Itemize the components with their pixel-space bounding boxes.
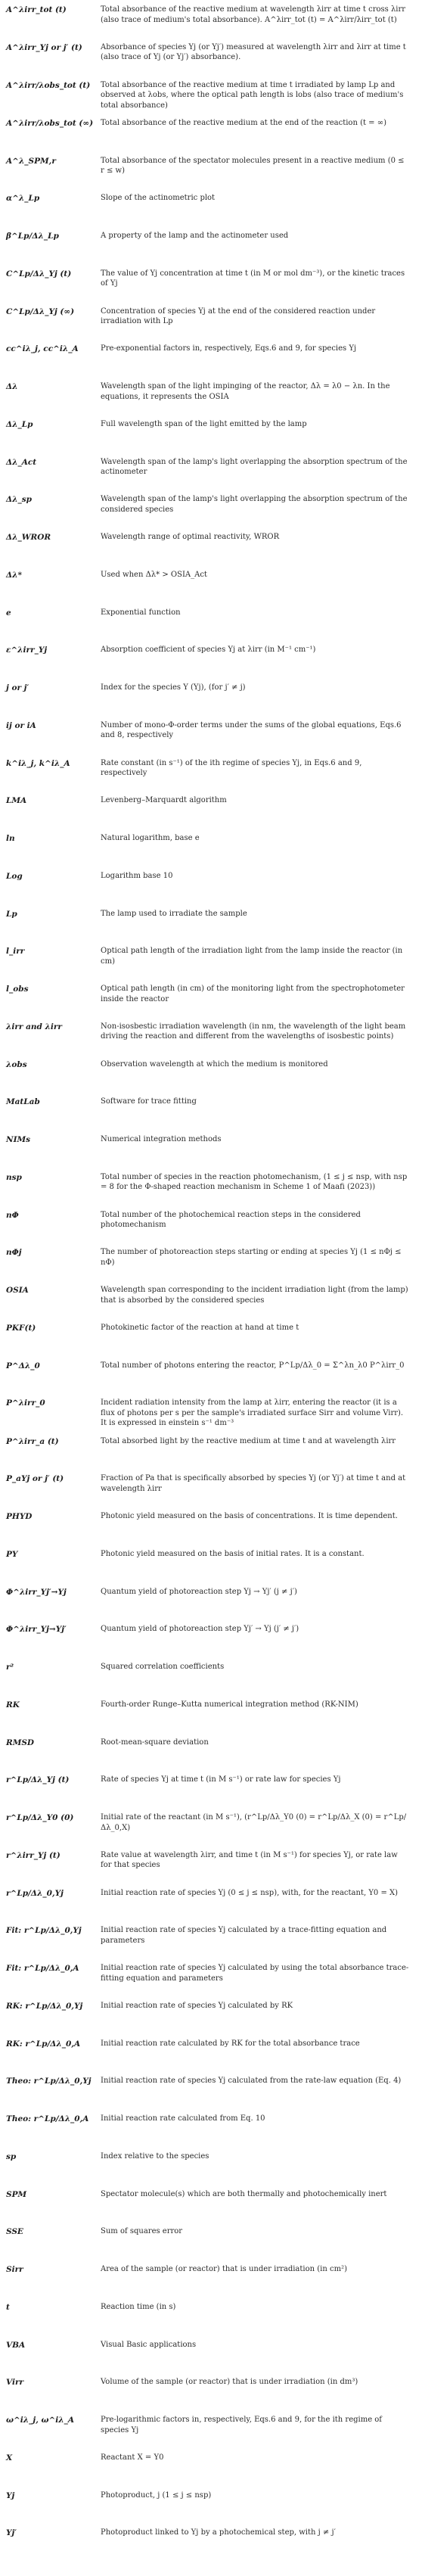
entry-term: X (6, 2453, 13, 2462)
entry-definition: Incident radiation intensity from the lamp at λirr, entering the reactor (it is a flux of photons per s per the sample's irradiated surface Sirr and volume Virr). It is expressed in einstein s⁻¹ dm⁻³ (101, 1398, 404, 1428)
entry-term: Fit: r^Lp/Δλ_0,A (6, 1964, 79, 1973)
nomenclature-entry (6, 156, 410, 194)
entry-definition: Wavelength span corresponding to the incident irradiation light (from the lamp) that is absorbed by the considered species (101, 1286, 408, 1305)
nomenclature-entry (6, 269, 410, 306)
nomenclature-entry (6, 1624, 410, 1662)
entry-term: Δλ_sp (6, 495, 33, 505)
entry-term: Δλ_WROR (6, 533, 51, 542)
entry-term: A^λirr/λobs_tot (t) (6, 80, 91, 90)
entry-definition: Absorbance of species Yj (or Yj′) measured at wavelength λirr and λirr at time t (also trace of Yj (or Yj′) absorbance). (101, 42, 406, 62)
entry-definition: Initial reaction rate of species Yj calculated by using the total absorbance trace-fitting equation and parameters (101, 1964, 409, 1983)
nomenclature-entry (6, 419, 410, 457)
nomenclature-entry (6, 1059, 410, 1097)
nomenclature-entry (6, 608, 410, 646)
nomenclature-entry (6, 1473, 410, 1511)
nomenclature-entry (6, 2189, 410, 2227)
entry-term: RK (6, 1700, 20, 1710)
entry-definition: Initial reaction rate of species Yj (0 ≤ j ≤ nsp), with, for the reactant, Y0 = X) (101, 1888, 399, 1897)
entry-definition: Initial reaction rate of species Yj calculated by RK (101, 2001, 293, 2010)
entry-definition: Initial rate of the reactant (in M s⁻¹), (r^Lp/Δλ_Y0 (0) = r^Lp/Δλ_X (0) = r^Lp/Δλ_0,X) (101, 1813, 407, 1832)
entry-definition: Numerical integration methods (101, 1135, 222, 1143)
entry-definition: Reactant X = Y0 (101, 2453, 164, 2462)
entry-definition: Levenberg–Marquardt algorithm (101, 796, 227, 805)
nomenclature-entry (6, 946, 410, 984)
nomenclature-entry (6, 1022, 410, 1059)
entry-term: NIMs (6, 1135, 31, 1144)
entry-definition: The value of Yj concentration at time t (in M or mol dm⁻³), or the kinetic traces of Yj (101, 269, 405, 288)
entry-definition: Observation wavelength at which the medium is monitored (101, 1059, 328, 1069)
entry-term: Theo: r^Lp/Δλ_0,Yj (6, 2077, 92, 2086)
entry-definition: Index for the species Y (Yj), (for j′ ≠ j) (101, 683, 246, 692)
entry-definition: The number of photoreaction steps starting or ending at species Yj (1 ≤ nΦj ≤ nΦ) (101, 1248, 402, 1267)
entry-definition: Photonic yield measured on the basis of initial rates. It is a constant. (101, 1549, 365, 1558)
nomenclature-entry (6, 1210, 410, 1248)
nomenclature-entry (6, 1361, 410, 1398)
entry-definition: The lamp used to irradiate the sample (101, 909, 247, 918)
nomenclature-entry (6, 2114, 410, 2151)
nomenclature-entry (6, 532, 410, 570)
nomenclature-entry (6, 457, 410, 495)
nomenclature-entry (6, 2076, 410, 2114)
entry-term: LMA (6, 796, 27, 806)
entry-definition: Total number of the photochemical reaction steps in the considered photomechanism (101, 1210, 361, 1229)
entry-definition: Root-mean-square deviation (101, 1738, 209, 1747)
entry-definition: Concentration of species Yj at the end of the considered reaction under irradiation with Lp (101, 306, 376, 325)
entry-term: λirr and λirr (6, 1022, 62, 1031)
nomenclature-entry (6, 645, 410, 683)
nomenclature-entry (6, 909, 410, 947)
nomenclature-entry (6, 42, 410, 80)
entry-definition: Quantum yield of photoreaction step Yj → Yj′ (j ≠ j′) (101, 1587, 297, 1596)
nomenclature-entry (6, 1850, 410, 1888)
entry-term: r^λirr_Yj (t) (6, 1850, 61, 1860)
nomenclature-entry (6, 758, 410, 796)
entry-term: SPM (6, 2189, 27, 2199)
entry-definition: Area of the sample (or reactor) that is under irradiation (in cm²) (101, 2265, 347, 2273)
entry-term: C^Lp/Δλ_Yj (t) (6, 269, 72, 278)
entry-definition: Initial reaction rate calculated from Eq. 10 (101, 2114, 265, 2123)
nomenclature-entry (6, 984, 410, 1022)
entry-definition: Wavelength span of the lamp's light overlapping the absorption spectrum of the considered species (101, 495, 408, 514)
entry-term: Δλ* (6, 570, 22, 580)
entry-definition: Logarithm base 10 (101, 871, 173, 880)
entry-definition: Initial reaction rate of species Yj calculated by a trace-fitting equation and parameters (101, 1926, 387, 1945)
nomenclature-entry (6, 795, 410, 833)
nomenclature-entry (6, 2151, 410, 2189)
entry-definition: Number of mono-Φ-order terms under the sums of the global equations, Eqs.6 and 8, respectively (101, 720, 402, 740)
nomenclature-entry (6, 1963, 410, 2001)
entry-definition: Optical path length (in cm) of the monitoring light from the spectrophotometer inside the reactor (101, 985, 405, 1003)
entry-term: l_irr (6, 947, 25, 957)
nomenclature-entry (6, 1436, 410, 1474)
nomenclature-entry (6, 1247, 410, 1285)
nomenclature-entry (6, 2490, 410, 2528)
entry-term: l_obs (6, 985, 29, 994)
entry-term: r^Lp/Δλ_Yj (t) (6, 1775, 70, 1785)
entry-term: r^Lp/Δλ_0,Yj (6, 1888, 64, 1898)
entry-definition: Slope of the actinometric plot (101, 194, 216, 203)
nomenclature-entry (6, 494, 410, 532)
entry-term: ln (6, 834, 15, 843)
entry-definition: Squared correlation coefficients (101, 1663, 225, 1671)
entry-term: RK: r^Lp/Δλ_0,A (6, 2039, 81, 2049)
nomenclature-entry (6, 2302, 410, 2340)
nomenclature-entry (6, 1097, 410, 1134)
nomenclature-entry (6, 1700, 410, 1738)
entry-definition: Full wavelength span of the light emitted by the lamp (101, 419, 307, 428)
entry-term: PY (6, 1549, 18, 1559)
entry-definition: Pre-logarithmic factors in, respectively, Eqs.6 and 9, for the ith regime of species Yj (101, 2416, 383, 2434)
nomenclature-entry (6, 2415, 410, 2453)
entry-definition: Photoproduct linked to Yj by a photochemical step, with j ≠ j′ (101, 2528, 336, 2537)
entry-term: P^λirr_0 (6, 1398, 45, 1408)
nomenclature-entry (6, 80, 410, 118)
entry-definition: Wavelength span of the light impinging of the reactor, Δλ = λ0 − λn. In the equations, it represents the OSIA (101, 382, 390, 401)
entry-definition: Total absorbance of the reactive medium at time t irradiated by lamp Lp and observed at λobs, where the optical path length is lobs (also trace of medium's total absorbance) (101, 80, 404, 110)
entry-term: Lp (6, 909, 17, 919)
nomenclature-entry (6, 2340, 410, 2378)
entry-term: PHYD (6, 1512, 33, 1521)
entry-definition: Rate constant (in s⁻¹) of the ith regime of species Yj, in Eqs.6 and 9, respectively (101, 758, 362, 777)
entry-definition: Natural logarithm, base e (101, 834, 200, 842)
entry-term: λobs (6, 1059, 27, 1069)
entry-term: e (6, 608, 11, 618)
entry-term: Yj (6, 2490, 15, 2500)
nomenclature-entry (6, 2453, 410, 2490)
nomenclature-entry (6, 1398, 410, 1436)
entry-term: MatLab (6, 1097, 40, 1107)
entry-definition: Wavelength span of the lamp's light overlapping the absorption spectrum of the actinometer (101, 457, 408, 476)
entry-term: A^λirr/λobs_tot (∞) (6, 118, 94, 128)
entry-definition: A property of the lamp and the actinometer used (101, 232, 289, 240)
nomenclature-entry (6, 1549, 410, 1587)
nomenclature-entry (6, 833, 410, 871)
entry-definition: Quantum yield of photoreaction step Yj′ → Yj (j′ ≠ j′) (101, 1625, 299, 1634)
entry-term: ω^iλ_j, ω^iλ_A (6, 2416, 75, 2425)
entry-definition: Total number of species in the reaction photomechanism, (1 ≤ j ≤ nsp, with nsp = 8 for the Φ-shaped reaction mechanism in Scheme 1 of Maafi (2023)) (101, 1172, 408, 1192)
entry-definition: Wavelength range of optimal reactivity, WROR (101, 533, 280, 541)
nomenclature-entry (6, 344, 410, 381)
entry-definition: Photonic yield measured on the basis of concentrations. It is time dependent. (101, 1512, 398, 1520)
nomenclature-entry (6, 2039, 410, 2077)
entry-term: sp (6, 2151, 17, 2161)
nomenclature-entry (6, 1888, 410, 1926)
entry-term: SSE (6, 2227, 23, 2237)
entry-definition: Total absorbance of the spectator molecules present in a reactive medium (0 ≤ r ≤ w) (101, 156, 405, 175)
nomenclature-entry (6, 1511, 410, 1549)
entry-definition: Index relative to the species (101, 2151, 209, 2161)
nomenclature-entry (6, 2377, 410, 2415)
entry-term: Δλ_Act (6, 457, 37, 467)
entry-term: Φ^λirr_Yj′→Yj (6, 1587, 67, 1597)
nomenclature-entry (6, 1285, 410, 1323)
nomenclature-entry (6, 193, 410, 231)
nomenclature-entry (6, 2528, 410, 2565)
entry-term: k^iλ_j, k^iλ_A (6, 758, 70, 768)
nomenclature-entry (6, 306, 410, 344)
entry-definition: Photoproduct, j (1 ≤ j ≤ nsp) (101, 2490, 212, 2500)
entry-term: VBA (6, 2340, 26, 2350)
nomenclature-entry (6, 381, 410, 419)
entry-definition: Pre-exponential factors in, respectively, Eqs.6 and 9, for species Yj (101, 344, 357, 353)
nomenclature-entry (6, 683, 410, 720)
entry-definition: Used when Δλ* > OSIA_Act (101, 570, 207, 579)
entry-term: nsp (6, 1172, 22, 1182)
entry-term: Virr (6, 2378, 24, 2388)
nomenclature-entry (6, 2264, 410, 2302)
entry-term: β^Lp/Δλ_Lp (6, 232, 59, 241)
entry-term: r^Lp/Δλ_Y0 (0) (6, 1813, 74, 1822)
nomenclature-entry (6, 1172, 410, 1210)
nomenclature-entry (6, 5, 410, 42)
entry-term: r² (6, 1663, 14, 1672)
entry-term: Yj′ (6, 2528, 17, 2538)
entry-definition: Software for trace fitting (101, 1097, 197, 1106)
entry-definition: Total absorbed light by the reactive medium at time t and at wavelength λirr (101, 1436, 396, 1445)
entry-term: Sirr (6, 2265, 23, 2274)
entry-term: Log (6, 871, 23, 881)
entry-definition: Sum of squares error (101, 2227, 183, 2236)
entry-term: Fit: r^Lp/Δλ_0,Yj (6, 1926, 82, 1936)
entry-term: C^Lp/Δλ_Yj (∞) (6, 306, 75, 316)
nomenclature-entry (6, 2001, 410, 2039)
entry-definition: Exponential function (101, 608, 181, 617)
entry-term: RMSD (6, 1738, 35, 1747)
entry-term: Δλ (6, 382, 18, 391)
entry-term: RK: r^Lp/Δλ_0,Yj (6, 2001, 83, 2011)
entry-term: nΦ (6, 1210, 19, 1220)
entry-definition: Total absorbance of the reactive medium at the end of the reaction (t = ∞) (101, 118, 386, 127)
entry-term: Theo: r^Lp/Δλ_0,A (6, 2114, 89, 2123)
nomenclature-entry (6, 118, 410, 156)
nomenclature-entry (6, 1662, 410, 1700)
entry-term: A^λirr_Yj or j′ (t) (6, 42, 82, 52)
entry-term: ε^λirr_Yj (6, 646, 48, 655)
entry-definition: Reaction time (in s) (101, 2302, 176, 2311)
entry-definition: Photokinetic factor of the reaction at hand at time t (101, 1323, 299, 1332)
entry-term: j or j′ (6, 683, 29, 692)
nomenclature-entry (6, 1738, 410, 1775)
entry-term: t (6, 2302, 10, 2312)
entry-definition: Optical path length of the irradiation light from the lamp inside the reactor (in cm) (101, 947, 403, 966)
entry-term: ij or iA (6, 720, 36, 730)
entry-term: Δλ_Lp (6, 419, 33, 429)
nomenclature-entry (6, 570, 410, 608)
nomenclature-entry (6, 1587, 410, 1625)
entry-definition: Volume of the sample (or reactor) that is under irradiation (in dm³) (101, 2378, 358, 2387)
entry-definition: Fourth-order Runge–Kutta numerical integration method (RK-NIM) (101, 1700, 358, 1709)
entry-term: PKF(t) (6, 1323, 36, 1333)
nomenclature-entry (6, 1925, 410, 1963)
entry-definition: Total number of photons entering the reactor, P^Lp/Δλ_0 = Σ^λn_λ0 P^λirr_0 (101, 1361, 405, 1370)
nomenclature-entry (6, 1323, 410, 1361)
entry-term: OSIA (6, 1286, 29, 1295)
entry-definition: Initial reaction rate calculated by RK for the total absorbance trace (101, 2039, 360, 2048)
entry-term: P^Δλ_0 (6, 1361, 40, 1370)
nomenclature-entry (6, 1812, 410, 1850)
entry-term: A^λirr_tot (t) (6, 5, 67, 14)
entry-term: P_aYj or j′ (t) (6, 1474, 64, 1484)
entry-definition: Total absorbance of the reactive medium at wavelength λirr at time t cross λirr (also trace of medium's total absorbance). A^λirr_tot (t) = A^λirr/λirr_tot (t) (101, 5, 406, 24)
entry-term: nΦj (6, 1248, 22, 1258)
entry-term: P^λirr_a (t) (6, 1436, 59, 1446)
nomenclature-entry (6, 871, 410, 909)
entry-definition: Absorption coefficient of species Yj at λirr (in M⁻¹ cm⁻¹) (101, 646, 316, 655)
entry-definition: Spectator molecule(s) which are both thermally and photochemically inert (101, 2189, 387, 2198)
entry-definition: Rate of species Yj at time t (in M s⁻¹) or rate law for species Yj (101, 1775, 341, 1784)
entry-term: cc^iλ_j, cc^iλ_A (6, 344, 79, 354)
entry-definition: Visual Basic applications (101, 2340, 197, 2349)
entry-definition: Initial reaction rate of species Yj calculated from the rate-law equation (Eq. 4) (101, 2077, 402, 2086)
nomenclature-entry (6, 2226, 410, 2264)
nomenclature-entry (6, 231, 410, 269)
nomenclature-entry (6, 720, 410, 758)
entry-term: Φ^λirr_Yj→Yj′ (6, 1625, 67, 1635)
entry-definition: Fraction of Pa that is specifically absorbed by species Yj (or Yj′) at time t and at wavelength λirr (101, 1474, 406, 1493)
entry-term: A^λ_SPM,r (6, 156, 56, 166)
entry-term: α^λ_Lp (6, 194, 40, 204)
nomenclature-entry (6, 1775, 410, 1812)
nomenclature-entry (6, 1134, 410, 1172)
entry-definition: Rate value at wavelength λirr, and time t (in M s⁻¹) for species Yj, or rate law for that species (101, 1850, 398, 1870)
entry-definition: Non-isosbestic irradiation wavelength (in nm, the wavelength of the light beam driving the reaction and different from the wavelengths of isosbestic points) (101, 1022, 406, 1041)
